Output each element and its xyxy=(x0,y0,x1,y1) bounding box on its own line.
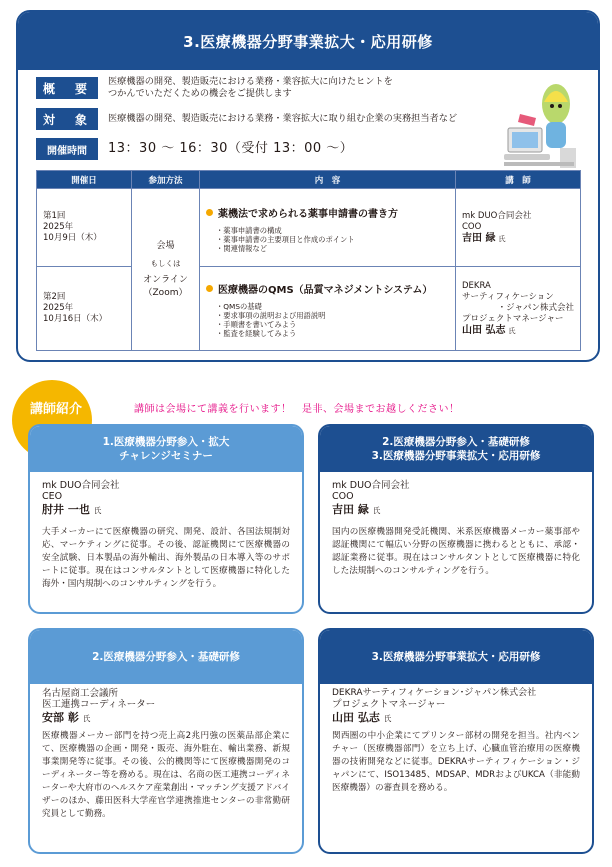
target-label: 対 象 xyxy=(36,108,98,130)
lecturer-bio: 国内の医療機器開発受託機関、米系医療機器メーカー薬事部や認証機関にて幅広い分野の医療機器に携わるとともに、承認・認証業務に従事。現在はコンサルタントとして医療機器に特化した法規制へのコンサルティングを行う。 xyxy=(332,527,580,576)
time-label: 開催時間 xyxy=(36,138,98,160)
card-heading: 1.医療機器分野参入・拡大 チャレンジセミナー xyxy=(30,426,302,472)
participation-method: 会場 もしくは オンライン （Zoom） xyxy=(132,189,200,351)
lecturer-name: 山田 弘志 氏 xyxy=(332,711,392,724)
overview-text: 医療機器の開発、製造販売における業務・業容拡大に向けたヒントを つかんでいただくための機会をご提供します xyxy=(108,76,393,99)
course-box xyxy=(16,10,600,362)
overview-label: 概 要 xyxy=(36,77,98,99)
lecturer-bio: 関西圏の中小企業にてプリンター部材の開発を担当。社内ベンチャー（医療機器部門）を立ち上げ、心臓血管治療用の医療機器の技術開発などに従事。DEKRAサーティフィケーション・ジャパンにて、ISO13485、MDSAP、MDRおよびUKCA（非能動医療機器）の審査員を務める。 xyxy=(332,731,580,793)
card-heading: 2.医療機器分野参入・基礎研修 xyxy=(30,630,302,684)
schedule-header-row xyxy=(37,171,581,189)
intro-label: 講師紹介 xyxy=(30,402,83,417)
header-content: 内 容 xyxy=(200,171,456,189)
lecturer-bio: 医療機器メーカー部門を持つ売上高2兆円強の医薬品部企業にて、医療機器の企画・開発・販売、海外駐在、輸出業務、新規事業開発等に従事。その後、公的機関等にて医療機器開発のコーディネーター等を務める。現在は、名商の医工連携コーディネーターや大府市のヘルスケア産業創出・マッチング支援アドバイザーのほか、藤田医科大学産官学連携推進センターの非常勤研究員として勤務。 xyxy=(42,731,290,819)
overview-row xyxy=(36,76,393,100)
lecturer-card-3: 2.医療機器分野参入・基礎研修 名古屋商工会議所 医工連携コーディネーター 安部 彰 氏 医療機器メーカー部門を持つ売上高2兆円強の医薬品部企業にて、医療機器の企画・開発・販売、海外駐在、輸出業務、新規事業開発等に従事。その後、公的機関等にて医療機器開発のコーディネーター等を務める。現在は、名商の医工連携コーディネーターや大府市のヘルスケア産業創出・マッチング支援アドバイザーのほか、藤田医科大学産官学連携推進センターの非常勤研究員として勤務。 xyxy=(28,628,304,854)
schedule-table xyxy=(36,170,581,351)
card-heading: 2.医療機器分野参入・基礎研修 3.医療機器分野事業拡大・応用研修 xyxy=(320,426,592,472)
session-content: 医療機器のQMS（品質マネジメントシステム） ・QMSの基礎 ・要求事項の説明および用語説明 ・手順書を書いてみよう ・監査を経験してみよう xyxy=(200,267,456,351)
lecturer-name: 肘井 一也 氏 xyxy=(42,503,102,516)
session-row-2 xyxy=(37,267,581,351)
session-row-1 xyxy=(37,189,581,267)
lecturer-name: 安部 彰 氏 xyxy=(42,711,91,724)
bullet-dot-icon xyxy=(206,285,213,292)
header-lecturer: 講 師 xyxy=(456,171,581,189)
lecturer-card-4: 3.医療機器分野事業拡大・応用研修 DEKRAサーティフィケーション･ジャパン株式会社 プロジェクトマネージャー 山田 弘志 氏 関西圏の中小企業にてプリンター部材の開発を担当。社内ベンチャー（医療機器部門）を立ち上げ、心臓血管治療用の医療機器の技術開発などに従事。DEKRAサーティフィケーション・ジャパンにて、ISO13485、MDSAP、MDRおよびUKCA（非能動医療機器）の審査員を務める。 xyxy=(318,628,594,854)
intro-note: 講師は会場にて講義を行います！ 是非、会場までお越しください！ xyxy=(134,404,460,415)
time-row xyxy=(36,138,353,160)
session-lecturer: DEKRA サーティフィケーション ・ジャパン株式会社 プロジェクトマネージャー 山田 弘志 氏 xyxy=(456,267,581,351)
session-date: 第2回 2025年 10月16日（木） xyxy=(37,267,132,351)
lecturer-card-1: 1.医療機器分野参入・拡大 チャレンジセミナー mk DUO合同会社 CEO 肘井 一也 氏 大手メーカーにて医療機器の研究、開発、設計、各国法規制対応、マーケティングに従事。その後、認証機関にて医療機器の安全試験、日本製品の海外輸出、海外製品の日本導入等のサポートに従事。現在はコンサルタントとして医療機器に特化した海外・国内規制へのコンサルティングを行う。 xyxy=(28,424,304,614)
course-title: 3.医療機器分野事業拡大・応用研修 xyxy=(18,12,598,70)
session-content: 薬機法で求められる薬事申請書の書き方 ・薬事申請書の構成 ・薬事申請書の主要項目と作成のポイント ・関連情報など xyxy=(200,189,456,267)
session-lecturer: mk DUO合同会社 COO 吉田 緑 氏 xyxy=(456,189,581,267)
header-method: 参加方法 xyxy=(132,171,200,189)
session-date: 第1回 2025年 10月9日（木） xyxy=(37,189,132,267)
target-text: 医療機器の開発、製造販売における業務・業容拡大に取り組む企業の実務担当者など xyxy=(108,113,458,124)
card-heading: 3.医療機器分野事業拡大・応用研修 xyxy=(320,630,592,684)
lecturer-card-2: 2.医療機器分野参入・基礎研修 3.医療機器分野事業拡大・応用研修 mk DUO合同会社 COO 吉田 緑 氏 国内の医療機器開発受託機関、米系医療機器メーカー薬事部や認証機関にて幅広い分野の医療機器に携わるとともに、承認・認証業務に従事。現在はコンサルタントとして医療機器に特化した法規制へのコンサルティングを行う。 xyxy=(318,424,594,614)
header-date: 開催日 xyxy=(37,171,132,189)
lecturer-name: 吉田 緑 氏 xyxy=(332,503,381,516)
bullet-dot-icon xyxy=(206,209,213,216)
target-row xyxy=(36,108,457,130)
time-text: 13：30 〜 16：30（受付 13：00 〜） xyxy=(108,141,354,156)
lecturer-bio: 大手メーカーにて医療機器の研究、開発、設計、各国法規制対応、マーケティングに従事。その後、認証機関にて医療機器の安全試験、日本製品の海外輸出、海外製品の日本導入等のサポートに従事。現在はコンサルタントとして医療機器に特化した海外・国内規制へのコンサルティングを行う。 xyxy=(42,527,290,589)
computer-worker-mascot-icon xyxy=(500,82,584,178)
